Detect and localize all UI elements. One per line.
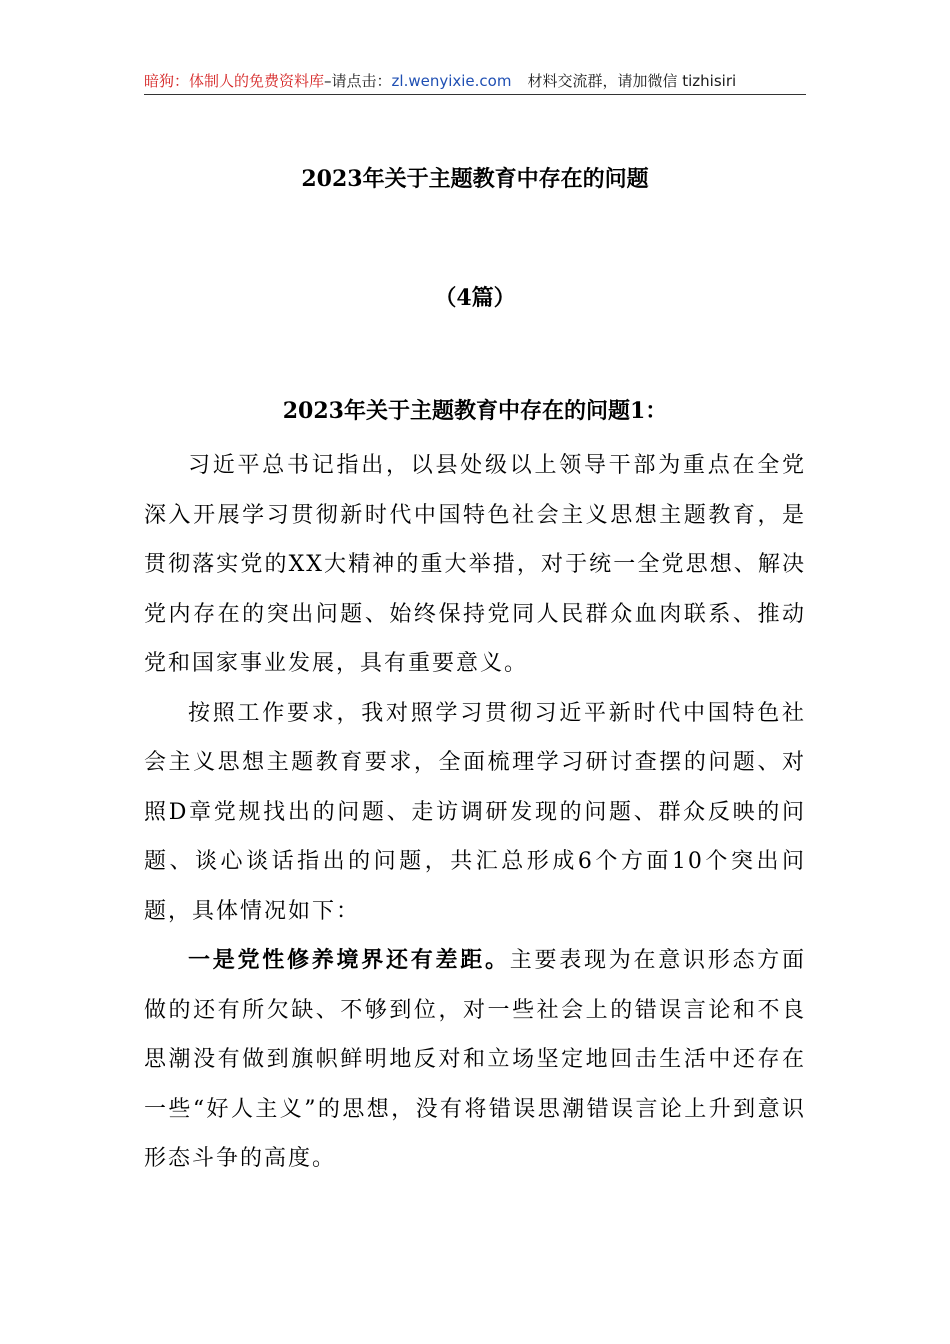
header-divider	[144, 94, 806, 95]
header-link[interactable]: zl.wenyixie.com	[391, 72, 512, 90]
document-header	[144, 70, 806, 92]
header-brand: 暗狗：体制人的免费资料库	[144, 72, 325, 90]
paragraph-text: 主要表现为在意识形态方面做的还有所欠缺、不够到位，对一些社会上的错误言论和不良思潮没有做到旗帜鲜明地反对和立场坚定地回击生活中还存在一些“好人主义”的思想，没有将错误思潮错误言论上升到意识形态斗争的高度。	[144, 948, 806, 1171]
paragraph	[144, 689, 806, 937]
header-prompt: –请点击：	[324, 72, 392, 90]
document-body	[144, 441, 806, 1184]
paragraph-text: 习近平总书记指出，以县处级以上领导干部为重点在全党深入开展学习贯彻新时代中国特色社会主义思想主题教育，是贯彻落实党的XX大精神的重大举措，对于统一全党思想、解决党内存在的突出问题、始终保持党同人民群众血肉联系、推动党和国家事业发展，具有重要意义。	[144, 453, 806, 676]
section-heading: 2023年关于主题教育中存在的问题1：	[282, 398, 668, 424]
paragraph-text: 按照工作要求，我对照学习贯彻习近平新时代中国特色社会主义思想主题教育要求，全面梳理学习研讨查摆的问题、对照D章党规找出的问题、走访调研发现的问题、群众反映的问题、谈心谈话指出的问题，共汇总形成6个方面10个突出问题，具体情况如下：	[144, 700, 806, 924]
article-count: （4篇）	[434, 285, 516, 311]
paragraph-lead: 一是党性修养境界还有差距。	[188, 947, 510, 973]
paragraph	[144, 936, 806, 1184]
document-title: 2023年关于主题教育中存在的问题	[301, 166, 649, 192]
paragraph	[144, 441, 806, 689]
header-contact: 材料交流群，请加微信 tizhisiri	[527, 72, 737, 90]
